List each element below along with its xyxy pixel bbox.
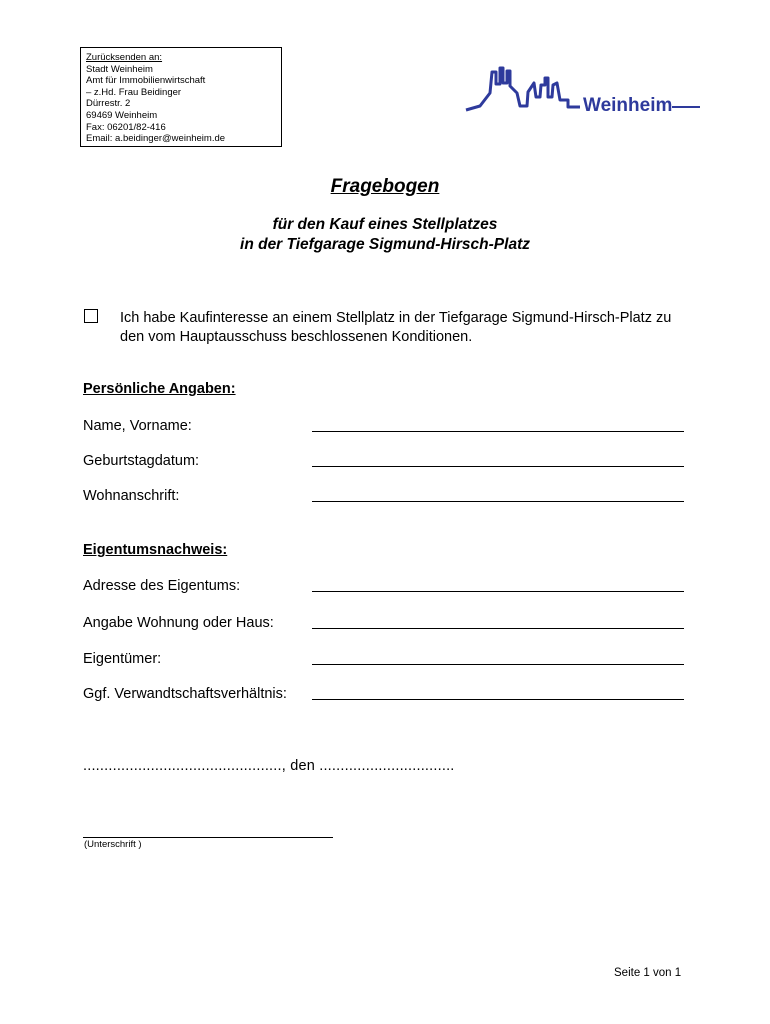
address-label: Wohnanschrift: — [83, 488, 180, 504]
owner-field[interactable] — [312, 664, 684, 665]
page-title: Fragebogen — [330, 176, 440, 197]
address-input[interactable] — [312, 484, 688, 502]
return-address-line: Fax: 06201/82-416 — [86, 121, 166, 133]
page-number: Seite 1 von 1 — [614, 967, 682, 979]
property-address-label: Adresse des Eigentums: — [83, 578, 241, 594]
relationship-input[interactable] — [312, 682, 688, 700]
relationship-field[interactable] — [312, 699, 684, 700]
birthdate-field[interactable] — [312, 466, 684, 467]
place-date-line: ..............................................., den ................................ — [83, 758, 455, 774]
return-address-line: Stadt Weinheim — [86, 63, 153, 75]
subtitle-line-1: für den Kauf eines Stellplatzes — [272, 216, 498, 233]
ownership-section-heading: Eigentumsnachweis: — [83, 542, 228, 558]
property-type-field[interactable] — [312, 628, 684, 629]
logo-text: Weinheim — [583, 95, 673, 116]
owner-label: Eigentümer: — [83, 651, 162, 667]
return-address-title: Zurücksenden an: — [86, 52, 163, 63]
property-type-label: Angabe Wohnung oder Haus: — [83, 615, 274, 631]
relationship-label: Ggf. Verwandtschaftsverhältnis: — [83, 686, 287, 702]
property-type-input[interactable] — [312, 611, 688, 629]
personal-section-heading: Persönliche Angaben: — [83, 381, 236, 397]
property-address-input[interactable] — [312, 574, 688, 592]
owner-input[interactable] — [312, 647, 688, 665]
interest-line-1: Ich habe Kaufinteresse an einem Stellplatz in der Tiefgarage Sigmund-Hirsch-Platz zu — [120, 310, 672, 326]
name-field[interactable] — [312, 431, 684, 432]
birthdate-label: Geburtstagdatum: — [83, 453, 200, 469]
name-input[interactable] — [312, 414, 688, 432]
address-field[interactable] — [312, 501, 684, 502]
interest-checkbox[interactable] — [84, 309, 98, 323]
signature-line[interactable] — [83, 837, 333, 838]
return-address-line: Dürrestr. 2 — [86, 98, 131, 110]
return-address-line: – z.Hd. Frau Beidinger — [86, 86, 182, 98]
skyline-icon — [466, 68, 580, 110]
return-address-box — [80, 47, 282, 147]
interest-line-2: den vom Hauptausschuss beschlossenen Konditionen. — [120, 329, 473, 345]
birthdate-input[interactable] — [312, 449, 688, 467]
interest-statement — [120, 309, 720, 347]
return-address-email: Email: a.beidinger@weinheim.de — [86, 133, 226, 145]
subtitle-line-2: in der Tiefgarage Sigmund-Hirsch-Platz — [240, 236, 530, 253]
property-address-field[interactable] — [312, 591, 684, 592]
weinheim-logo — [462, 66, 702, 116]
name-label: Name, Vorname: — [83, 418, 192, 434]
return-address-line: 69469 Weinheim — [86, 109, 158, 121]
return-address-line: Amt für Immobilienwirtschaft — [86, 75, 206, 87]
signature-label: (Unterschrift ) — [84, 839, 142, 850]
